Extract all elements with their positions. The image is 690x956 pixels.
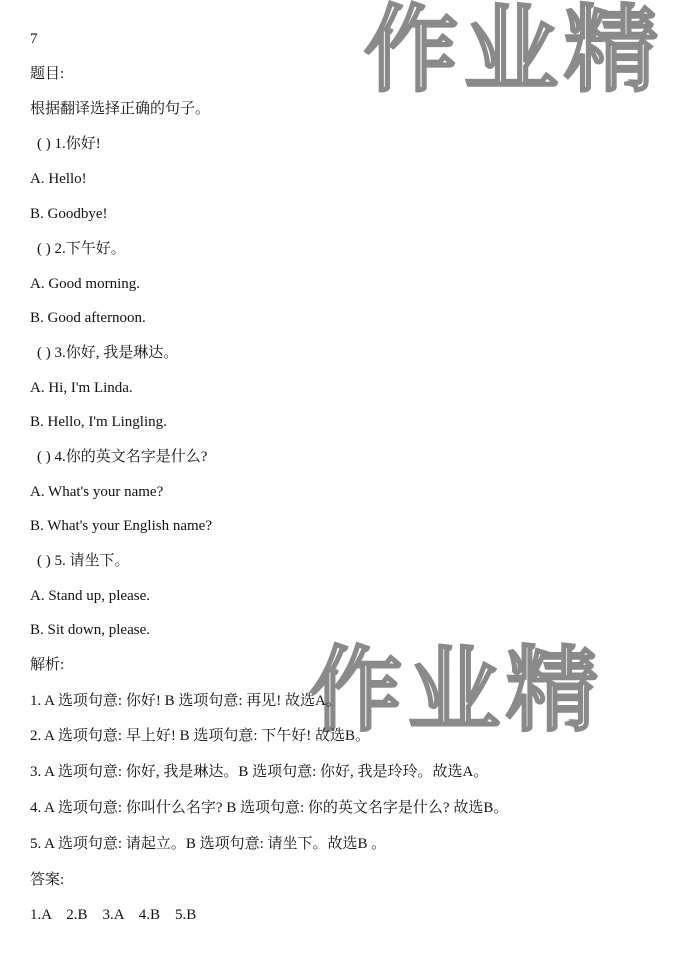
watermark-top-text: 作业精 xyxy=(364,0,665,102)
question-stem: ( ) 4.你的英文名字是什么? xyxy=(37,449,208,465)
question-option: B. Goodbye! xyxy=(30,206,108,222)
answer-key: 1.A 2.B 3.A 4.B 5.B xyxy=(30,907,197,923)
question-stem: ( ) 5. 请坐下。 xyxy=(37,553,130,569)
question-option: A. Hello! xyxy=(30,171,87,187)
answer-heading: 答案: xyxy=(30,872,65,888)
question-option: A. Stand up, please. xyxy=(30,588,150,604)
analysis-item: 1. A 选项句意: 你好! B 选项句意: 再见! 故选A。 xyxy=(30,693,341,709)
question-option: A. Good morning. xyxy=(30,276,140,292)
watermark-middle xyxy=(306,626,690,740)
question-option: A. What's your name? xyxy=(30,484,164,500)
analysis-item: 4. A 选项句意: 你叫什么名字? B 选项句意: 你的英文名字是什么? 故选B。 xyxy=(30,800,509,816)
watermark-top xyxy=(360,0,690,102)
question-option: B. What's your English name? xyxy=(30,518,212,534)
analysis-item: 2. A 选项句意: 早上好! B 选项句意: 下午好! 故选B。 xyxy=(30,728,371,744)
analysis-item: 3. A 选项句意: 你好, 我是琳达。B 选项句意: 你好, 我是玲玲。故选A。 xyxy=(30,764,489,780)
question-option: B. Sit down, please. xyxy=(30,622,150,638)
instruction: 根据翻译选择正确的句子。 xyxy=(30,101,211,117)
question-stem: ( ) 3.你好, 我是琳达。 xyxy=(37,345,179,361)
watermark-middle-text: 作业精 xyxy=(310,637,605,740)
analysis-heading: 解析: xyxy=(30,657,65,673)
question-option: B. Good afternoon. xyxy=(30,310,146,326)
question-stem: ( ) 1.你好! xyxy=(37,136,101,152)
page-number: 7 xyxy=(30,31,38,47)
question-option: A. Hi, I'm Linda. xyxy=(30,380,133,396)
question-option: B. Hello, I'm Lingling. xyxy=(30,414,167,430)
question-heading: 题目: xyxy=(30,66,65,82)
question-stem: ( ) 2.下午好。 xyxy=(37,241,126,257)
analysis-item: 5. A 选项句意: 请起立。B 选项句意: 请坐下。故选B 。 xyxy=(30,836,387,852)
